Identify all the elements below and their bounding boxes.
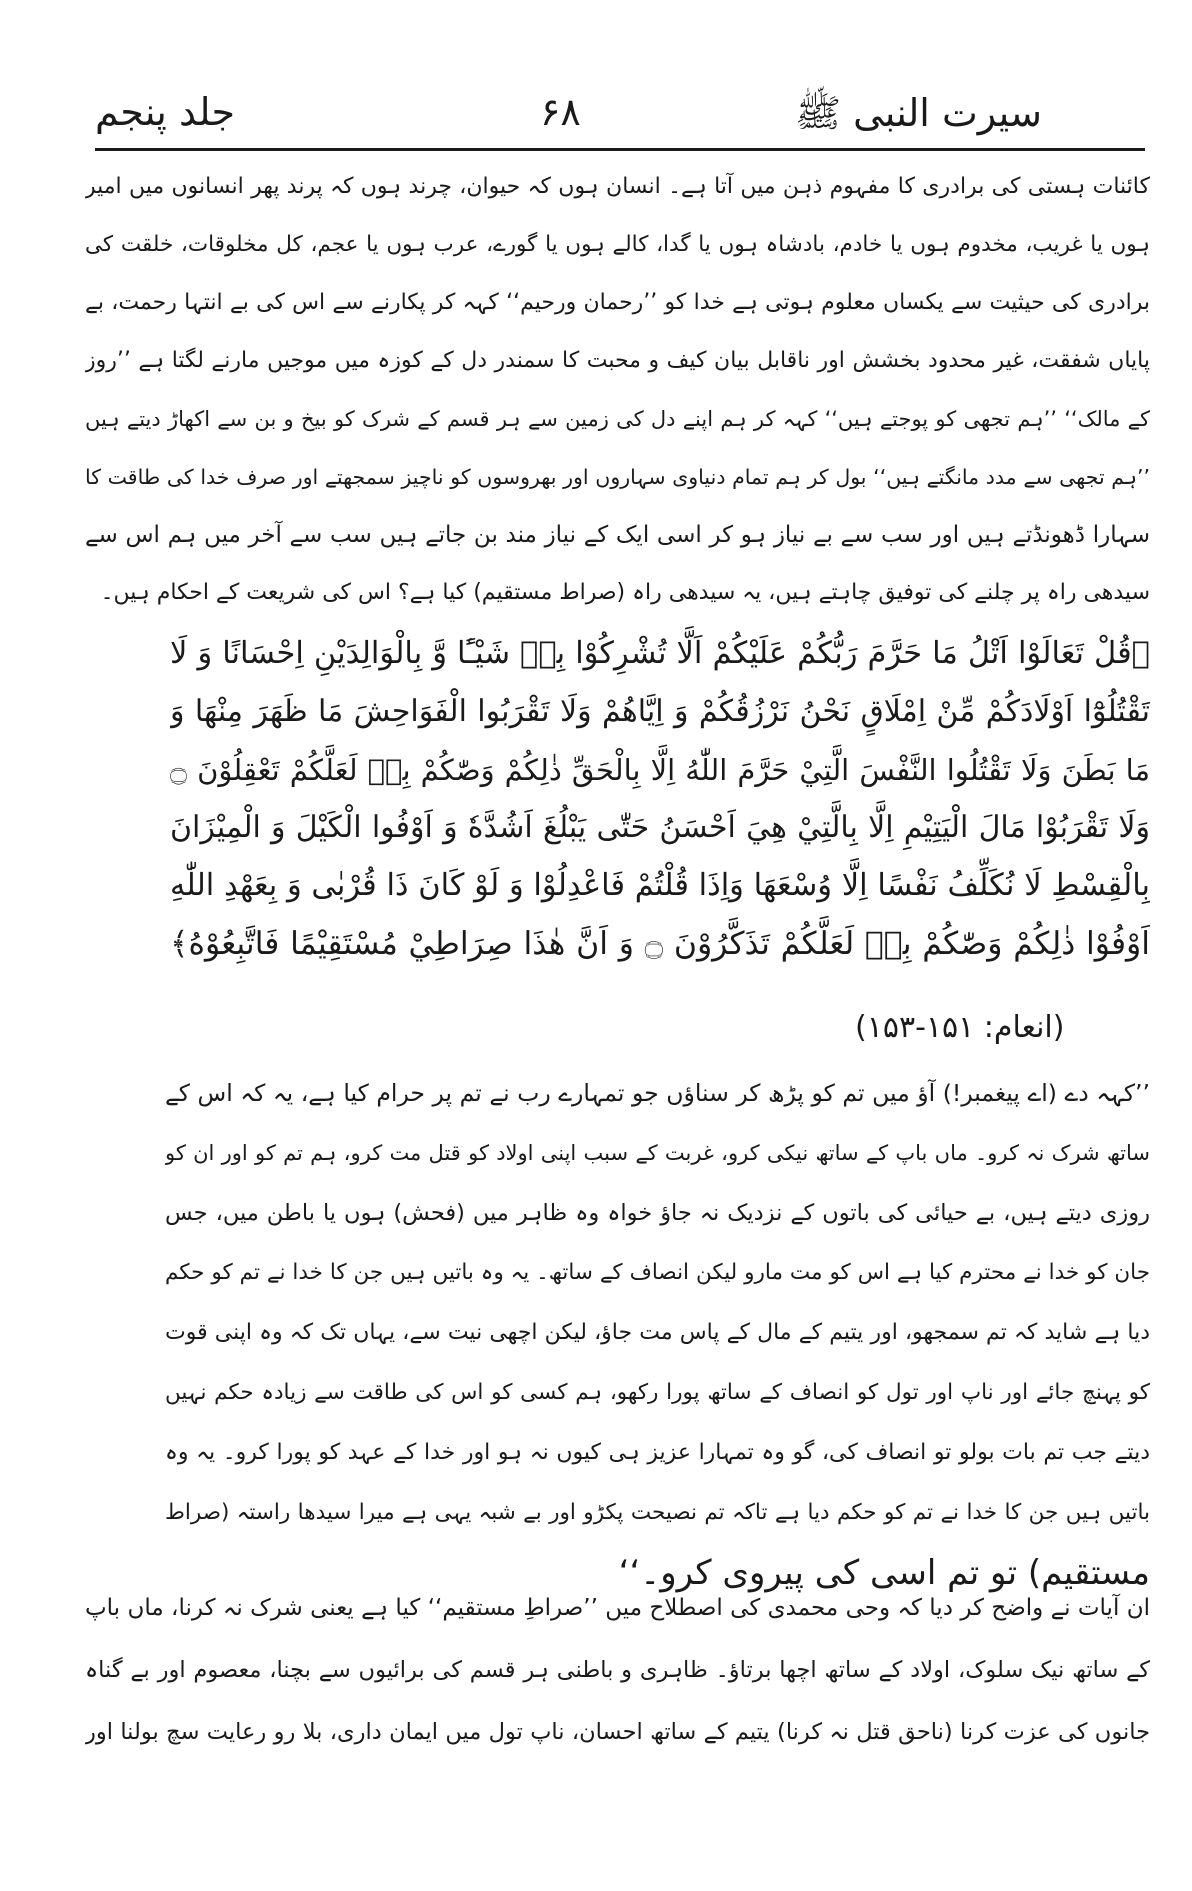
page-number: ۶۸ [540, 90, 581, 134]
text-line: پایاں شفقت، غیر محدود بخشش اور ناقابل بیان کیف و محبت کا سمندر دل کے کوزہ میں موجیں مارنے لگتا ہے ’’روز [85, 348, 1150, 373]
text-line: کے مالک‘‘ ’’ہم تجھی کو پوجتے ہیں‘‘ کہہ کر ہم اپنے دل کی زمین سے ہر قسم کے شرک کو بیخ و بن سے اکھاڑ دیتے ہیں [85, 407, 1150, 431]
header-divider [95, 148, 1145, 151]
text-line: مستقیم) تو تم اسی کی پیروی کرو۔‘‘ [618, 1553, 1150, 1593]
text-line: ’’ہم تجھی سے مدد مانگتے ہیں‘‘ بول کر ہم تمام دنیاوی سہاروں اور بھروسوں کو ناچیز سمجھتے اور صرف خدا کی طاقت کا [85, 465, 1150, 489]
intro-paragraph [85, 158, 1150, 622]
text-line: سیدھی راہ پر چلنے کی توفیق چاہتے ہیں، یہ سیدھی راہ (صراط مستقیم) کیا ہے؟ اس کی شریعت کے احکام ہیں۔ [100, 580, 1150, 605]
translation-paragraph [165, 1063, 1150, 1603]
verse-line: تَقْتُلُوْٓا اَوْلَادَكُمْ مِّنْ اِمْلَاقٍ نَحْنُ نَرْزُقُكُمْ وَ اِيَّاهُمْ وَلَا تَقْرَبُوا الْفَوَاحِشَ مَا ظَهَرَ مِنْهَا وَ [170, 694, 1150, 729]
text-line: جان کو خدا نے محترم کیا ہے اس کو مت مارو لیکن انصاف کے ساتھ۔ یہ وہ باتیں ہیں جن کا خدا نے تم کو حکم [165, 1260, 1150, 1285]
text-line: سہارا ڈھونڈتے ہیں اور سب سے بے نیاز ہو کر اسی ایک کے نیاز مند بن جاتے ہیں سب سے آخر میں ہم اس سے [85, 522, 1150, 548]
text-line: کے ساتھ نیک سلوک، اولاد کے ساتھ اچھا برتاؤ۔ ظاہری و باطنی ہر قسم کی برائیوں سے بچنا، معصوم اور بے گناہ [85, 1657, 1150, 1683]
verse-line: وَلَا تَقْرَبُوْا مَالَ الْيَتِيْمِ اِلَّا بِالَّتِيْ هِيَ اَحْسَنُ حَتّٰى يَبْلُغَ اَشُدَّهٗ وَ اَوْفُوا الْكَيْلَ وَ الْمِيْزَانَ [170, 810, 1150, 845]
text-line: کائنات ہستی کی برادری کا مفہوم ذہن میں آتا ہے۔ انسان ہوں کہ حیوان، چرند ہوں کہ پرند پھر انسانوں میں امیر [85, 174, 1150, 199]
text-line: برادری کی حیثیت سے یکساں معلوم ہوتی ہے خدا کو ’’رحمان ورحیم‘‘ کہہ کر پکارنے سے اس کی بے انتہا رحمت، بے [85, 290, 1150, 315]
verse-reference: (انعام: ۱۵۱-۱۵۳) [855, 1010, 1065, 1045]
quran-verses [170, 625, 1150, 973]
text-line: دیا ہے شاید کہ تم سمجھو، اور یتیم کے مال کے پاس مت جاؤ، لیکن اچھی نیت سے، یہاں تک کہ وہ اپنی قوت [165, 1320, 1150, 1345]
text-line: جانوں کی عزت کرنا (ناحق قتل نہ کرنا) یتیم کے ساتھ احسان، ناپ تول میں ایمان داری، بلا رو رعایت سچ بولنا اور [85, 1719, 1150, 1745]
text-line: ’’کہہ دے (اے پیغمبر!) آؤ میں تم کو پڑھ کر سناؤں جو تمہارے رب نے تم پر حرام کیا ہے، یہ کہ اس کے [165, 1079, 1150, 1107]
text-line: کو پہنچ جائے اور ناپ اور تول کو انصاف کے ساتھ پورا رکھو، ہم کسی کو اس کی طاقت سے زیادہ حکم نہیں [165, 1380, 1150, 1405]
text-line: دیتے جب تم بات بولو تو انصاف کی، گو وہ تمہارا عزیز ہی کیوں نہ ہو اور خدا کے عہد کو پورا کرو۔ یہ وہ [165, 1440, 1150, 1465]
text-line: روزی دیتے ہیں، بے حیائی کی باتوں کے نزدیک نہ جاؤ خواہ وہ ظاہر میں (فحش) ہوں یا باطن میں، جس [165, 1200, 1150, 1226]
volume-label: جلد پنجم [95, 90, 235, 134]
verse-line: مَا بَطَنَ وَلَا تَقْتُلُوا النَّفْسَ الَّتِيْ حَرَّمَ اللّٰهُ اِلَّا بِالْحَقِّ ذٰلِكُمْ وَصّٰكُمْ بِهٖ لَعَلَّكُمْ تَعْقِلُوْنَ ۝ [170, 753, 1150, 787]
text-line: باتیں ہیں جن کا خدا نے تم کو حکم دیا ہے تاکہ تم نصیحت پکڑو اور بے شبہ یہی ہے میرا سیدھا راستہ (صراط [165, 1500, 1150, 1525]
closing-paragraph [85, 1577, 1150, 1763]
text-line: ساتھ شرک نہ کرو۔ ماں باپ کے ساتھ نیکی کرو، غربت کے سبب اپنی اولاد کو قتل مت کرو، ہم تم کو اور ان کو [165, 1141, 1150, 1165]
text-line: ان آیات نے واضح کر دیا کہ وحی محمدی کی اصطلاح میں ’’صراطِ مستقیم‘‘ کیا ہے یعنی شرک نہ کرنا، ماں باپ [85, 1595, 1150, 1621]
verse-line: اَوْفُوْا ذٰلِكُمْ وَصّٰكُمْ بِهٖ لَعَلَّكُمْ تَذَكَّرُوْنَ ۝ وَ اَنَّ هٰذَا صِرَاطِيْ مُسْتَقِيْمًا فَاتَّبِعُوْهُ﴾ [170, 926, 1150, 962]
verse-line: بِالْقِسْطِ لَا نُكَلِّفُ نَفْسًا اِلَّا وُسْعَهَا وَاِذَا قُلْتُمْ فَاعْدِلُوْا وَ لَوْ كَانَ ذَا قُرْبٰى وَ بِعَهْدِ اللّٰهِ [170, 868, 1150, 903]
book-title: سیرت النبی ﷺ [795, 91, 1042, 135]
verse-line: ﴿قُلْ تَعَالَوْا اَتْلُ مَا حَرَّمَ رَبُّكُمْ عَلَيْكُمْ اَلَّا تُشْرِكُوْا بِهٖ شَيْـًٔا وَّ بِالْوَالِدَيْنِ اِحْسَانًا وَ لَا [170, 636, 1150, 671]
text-line: ہوں یا غریب، مخدوم ہوں یا خادم، بادشاہ ہوں یا گدا، کالے ہوں یا گورے، عرب ہوں یا عجم، کل مخلوقات، خلقت کی [85, 232, 1150, 257]
